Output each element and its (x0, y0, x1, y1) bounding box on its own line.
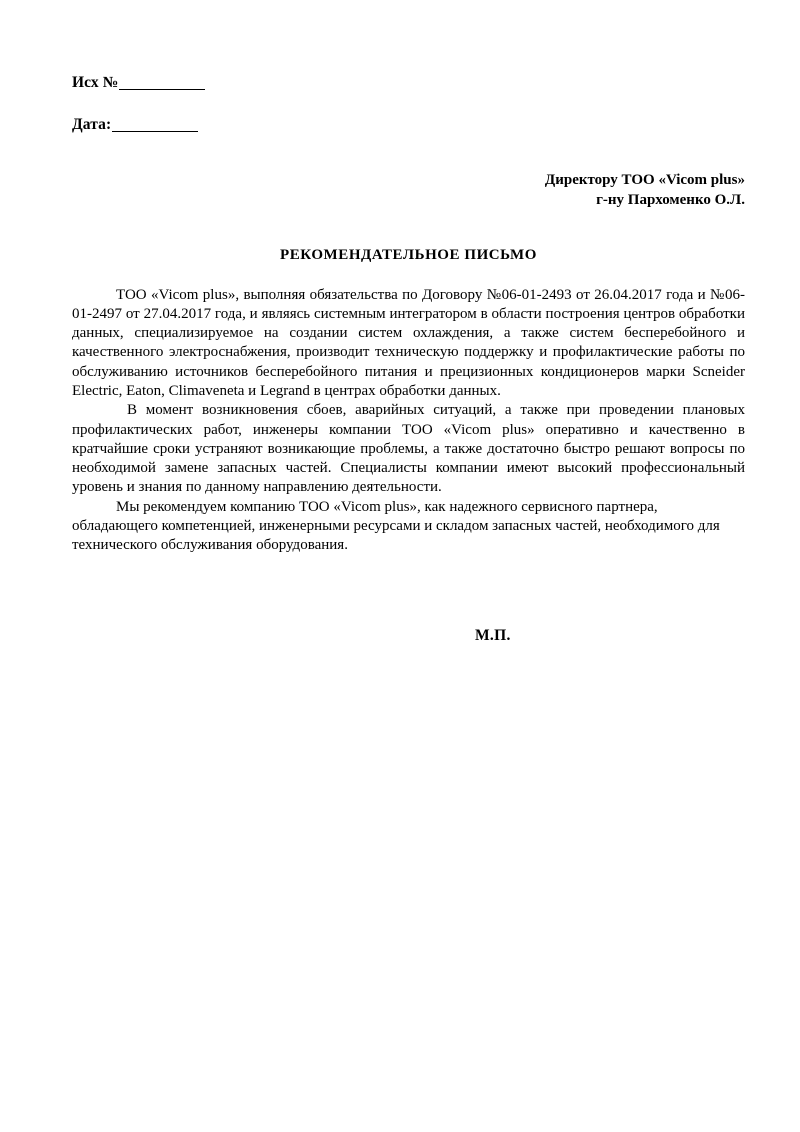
addressee-line-2: г-ну Пархоменко О.Л. (596, 191, 745, 208)
body-paragraph: ТОО «Vicom plus», выполняя обязательства по Договору №06-01-2493 от 26.04.2017 года и №06-01-2497 от 27.04.2017 года, и являясь системным интегратором в области построения центров обработки данных, специализируемое на создании систем охлаждения, а также систем бесперебойного и качественного электроснабжения, производит техническую поддержку и профилактические работы по обслуживанию источников бесперебойного питания и прецизионных кондиционеров марки Scneider Electric, Eaton, Climaveneta и Legrand в центрах обработки данных. (72, 286, 745, 400)
letter-body (72, 286, 745, 556)
body-paragraph: Мы рекомендуем компанию ТОО «Vicom plus», как надежного сервисного партнера, обладающего компетенцией, инженерными ресурсами и складом запасных частей, необходимого для технического обслуживания оборудования. (72, 498, 720, 554)
body-paragraph: В момент возникновения сбоев, аварийных ситуаций, а также при проведении плановых профилактических работ, инженеры компании ТОО «Vicom plus» оперативно и качественно в кратчайшие сроки устраняют возникающие проблемы, а также достаточно быстро решают вопросы по необходимой замене запасных частей. Специалисты компании имеют высокий профессиональный уровень и знания по данному направлению деятельности. (72, 402, 745, 496)
outgoing-number-label: Исх № (72, 74, 119, 91)
date-blank-rule (112, 131, 198, 132)
document-content (72, 0, 745, 645)
addressee-line-1: Директору ТОО «Vicom plus» (544, 172, 745, 189)
date-label: Дата: (72, 116, 112, 134)
date-field (72, 116, 745, 133)
outgoing-number-field (72, 74, 745, 91)
stamp-mark: М.П. (475, 627, 511, 645)
reference-fields (72, 0, 745, 133)
outgoing-number-blank-rule (119, 89, 205, 90)
page-title: РЕКОМЕНДАТЕЛЬНОЕ ПИСЬМО (280, 246, 537, 263)
addressee-block (72, 171, 745, 211)
